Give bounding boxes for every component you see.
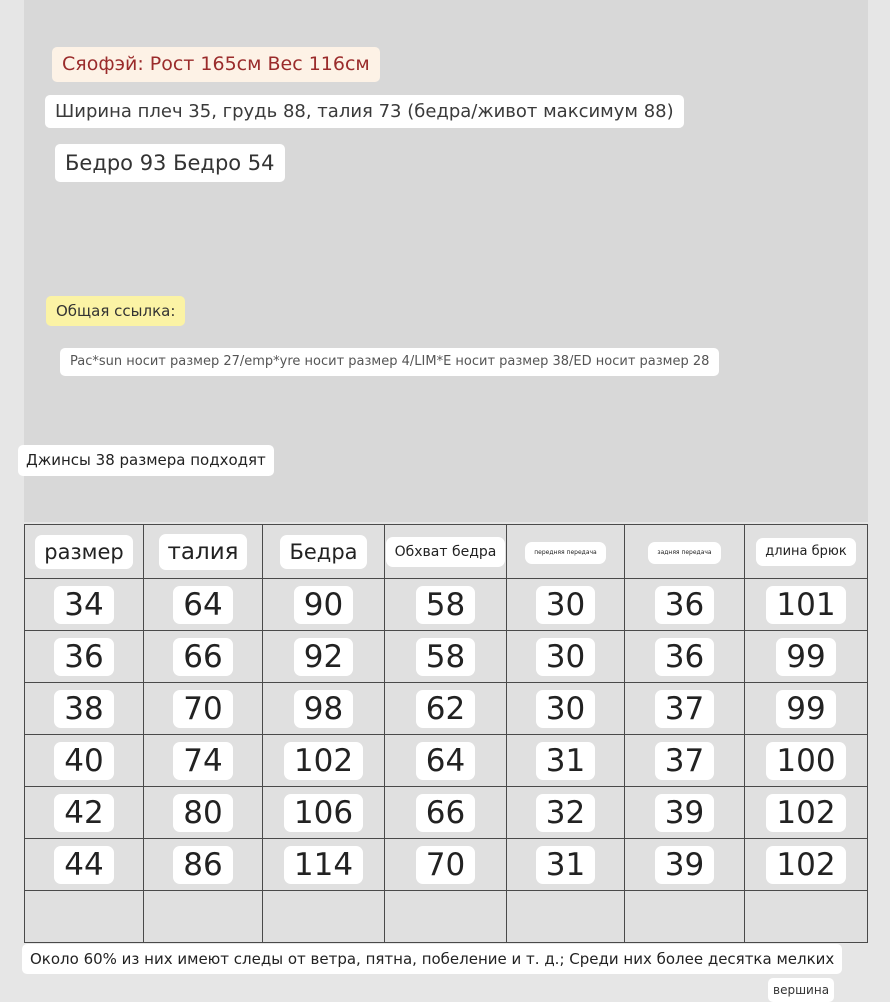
table-cell (263, 839, 385, 891)
hips-value: 92 (294, 638, 353, 676)
table-cell (144, 787, 263, 839)
table-cell (25, 631, 144, 683)
thigh-value: 58 (416, 586, 475, 624)
table-header-row (25, 525, 868, 579)
size-value: 40 (54, 742, 113, 780)
empty-cell (385, 891, 507, 943)
length-value: 102 (766, 846, 845, 884)
header-cell (385, 525, 507, 579)
header-length: длина брюк (756, 538, 855, 566)
waist-value: 74 (173, 742, 232, 780)
back-rise-value: 39 (655, 846, 714, 884)
size-value: 38 (54, 690, 113, 728)
empty-cell (745, 891, 868, 943)
header-back-rise: задняя передача (648, 542, 720, 564)
table-cell (263, 631, 385, 683)
condition-note: Около 60% из них имеют следы от ветра, пятна, побеление и т. д.; Среди них более десятка мелких (22, 944, 842, 974)
table-cell (263, 735, 385, 787)
table-cell (745, 683, 868, 735)
header-cell (745, 525, 868, 579)
table-row (25, 735, 868, 787)
hips-value: 90 (294, 586, 353, 624)
reference-label: Общая ссылка: (46, 296, 185, 326)
front-rise-value: 31 (536, 742, 595, 780)
table-cell (625, 735, 745, 787)
size-value: 44 (54, 846, 113, 884)
table-cell (625, 787, 745, 839)
header-cell (25, 525, 144, 579)
table-cell (263, 683, 385, 735)
table-cell (25, 683, 144, 735)
table-cell (25, 579, 144, 631)
table-cell (385, 787, 507, 839)
front-rise-value: 30 (536, 638, 595, 676)
header-cell (263, 525, 385, 579)
length-value: 100 (766, 742, 845, 780)
thigh-value: 66 (416, 794, 475, 832)
table-cell (745, 787, 868, 839)
header-front-rise: передняя передача (525, 542, 605, 564)
table-cell (25, 735, 144, 787)
top-label: вершина (768, 978, 834, 1002)
thigh-value: 64 (416, 742, 475, 780)
empty-cell (25, 891, 144, 943)
hips-value: 106 (284, 794, 363, 832)
header-cell (625, 525, 745, 579)
waist-value: 80 (173, 794, 232, 832)
table-row (25, 683, 868, 735)
header-cell (144, 525, 263, 579)
header-waist: талия (159, 534, 248, 570)
empty-cell (625, 891, 745, 943)
table-cell (625, 683, 745, 735)
model-info: Сяофэй: Рост 165см Вес 116см (52, 47, 380, 82)
table-cell (263, 579, 385, 631)
table-cell (507, 579, 625, 631)
table-cell (745, 579, 868, 631)
table-cell (507, 787, 625, 839)
header-thigh: Обхват бедра (386, 537, 506, 567)
thigh-value: 62 (416, 690, 475, 728)
size-value: 36 (54, 638, 113, 676)
table-cell (507, 735, 625, 787)
table-row (25, 579, 868, 631)
thigh-value: 58 (416, 638, 475, 676)
table-cell (385, 839, 507, 891)
table-row (25, 631, 868, 683)
back-rise-value: 37 (655, 742, 714, 780)
back-rise-value: 36 (655, 586, 714, 624)
hips-value: 114 (284, 846, 363, 884)
table-cell (745, 735, 868, 787)
table-row (25, 787, 868, 839)
table-cell (25, 787, 144, 839)
table-cell (385, 735, 507, 787)
table-cell (745, 839, 868, 891)
table-cell (507, 631, 625, 683)
table-cell (745, 631, 868, 683)
size-table (24, 524, 868, 943)
hips-value: 102 (284, 742, 363, 780)
table-cell (385, 683, 507, 735)
waist-value: 86 (173, 846, 232, 884)
header-cell (507, 525, 625, 579)
thigh-value: 70 (416, 846, 475, 884)
table-cell (144, 683, 263, 735)
model-hips: Бедро 93 Бедро 54 (55, 144, 285, 182)
empty-cell (144, 891, 263, 943)
table-cell (625, 579, 745, 631)
table-cell (144, 839, 263, 891)
header-hips: Бедра (280, 535, 366, 569)
front-rise-value: 31 (536, 846, 595, 884)
empty-cell (263, 891, 385, 943)
brand-sizes: Pac*sun носит размер 27/emp*yre носит размер 4/LIM*E носит размер 38/ED носит размер 28 (60, 348, 719, 376)
waist-value: 66 (173, 638, 232, 676)
table-cell (263, 787, 385, 839)
table-cell (385, 579, 507, 631)
table-cell (385, 631, 507, 683)
empty-cell (507, 891, 625, 943)
table-cell (144, 579, 263, 631)
table-cell (25, 839, 144, 891)
empty-row (25, 891, 868, 943)
front-rise-value: 32 (536, 794, 595, 832)
table-cell (625, 839, 745, 891)
length-value: 101 (766, 586, 845, 624)
header-size: размер (35, 535, 132, 569)
hips-value: 98 (294, 690, 353, 728)
waist-value: 64 (173, 586, 232, 624)
table-cell (625, 631, 745, 683)
back-rise-value: 39 (655, 794, 714, 832)
table-cell (507, 683, 625, 735)
table-cell (144, 735, 263, 787)
front-rise-value: 30 (536, 586, 595, 624)
length-value: 99 (776, 638, 835, 676)
waist-value: 70 (173, 690, 232, 728)
table-cell (144, 631, 263, 683)
size-value: 34 (54, 586, 113, 624)
length-value: 102 (766, 794, 845, 832)
fit-note: Джинсы 38 размера подходят (18, 445, 274, 476)
length-value: 99 (776, 690, 835, 728)
front-rise-value: 30 (536, 690, 595, 728)
table-row (25, 839, 868, 891)
model-measurements: Ширина плеч 35, грудь 88, талия 73 (бедра/живот максимум 88) (45, 95, 684, 128)
back-rise-value: 37 (655, 690, 714, 728)
table-cell (507, 839, 625, 891)
size-value: 42 (54, 794, 113, 832)
back-rise-value: 36 (655, 638, 714, 676)
